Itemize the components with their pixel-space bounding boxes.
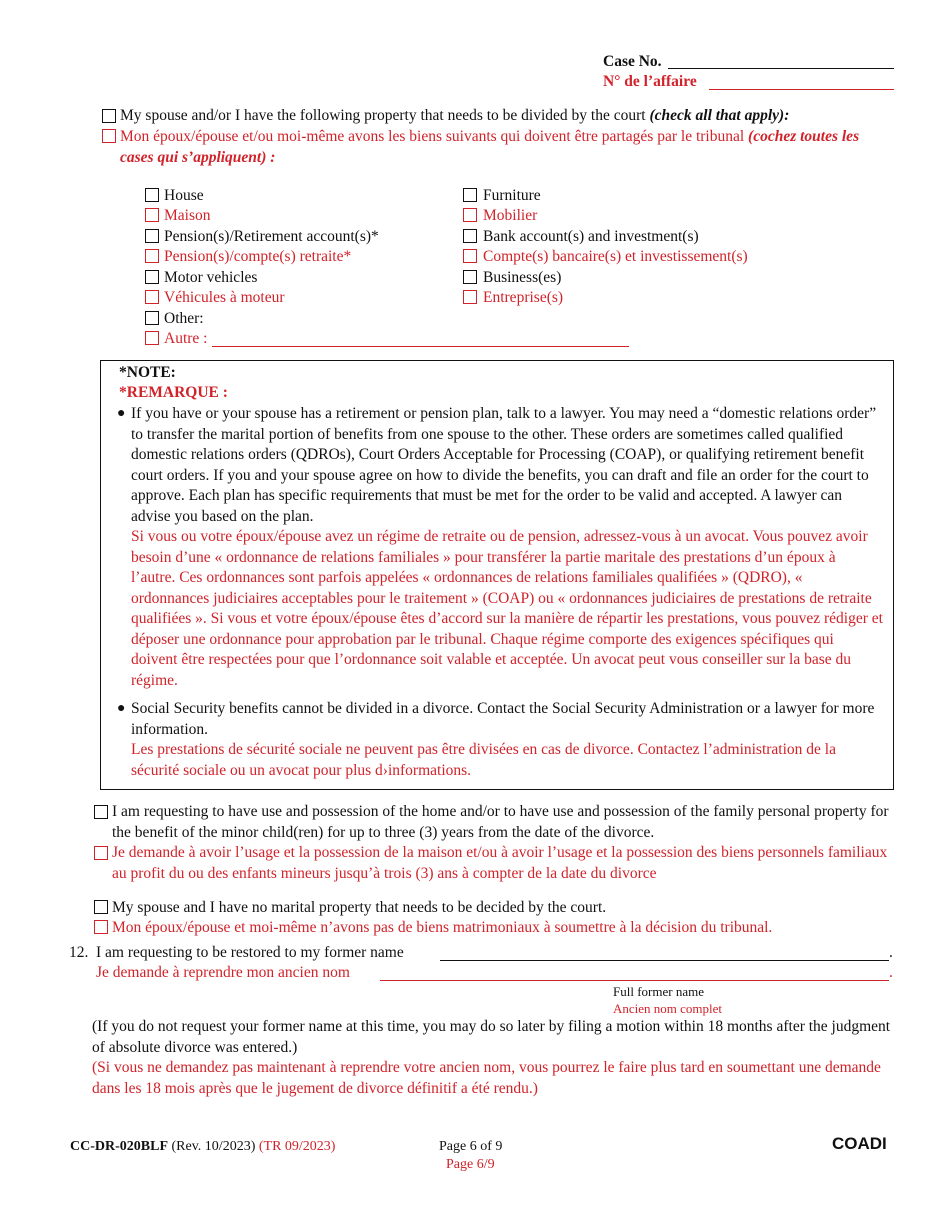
item12-number: 12.	[69, 944, 89, 961]
case-no-field[interactable]	[668, 51, 894, 69]
item12-period: .	[889, 944, 893, 961]
furniture-label: Furniture	[483, 187, 541, 204]
no-property-en: My spouse and I have no marital property that needs to be decided by the court.	[112, 899, 607, 916]
bullet-icon: ●	[117, 701, 126, 716]
property-checkbox-fr[interactable]	[102, 129, 116, 143]
footer-page-fr: Page 6/9	[446, 1157, 495, 1172]
footer-page: Page 6 of 9	[439, 1139, 503, 1154]
motor-vehicles-checkbox-fr[interactable]	[145, 290, 159, 304]
note-bullet2-en: Social Security benefits cannot be divided in a divorce. Contact the Social Security Administration or a lawyer for more information.	[131, 700, 875, 738]
motor-vehicles-checkbox[interactable]	[145, 270, 159, 284]
pension-label: Pension(s)/Retirement account(s)*	[164, 228, 379, 245]
case-no-label: Case No.	[603, 53, 662, 70]
note-title: *NOTE:	[119, 364, 176, 381]
house-label: House	[164, 187, 204, 204]
other-label-fr: Autre :	[164, 330, 208, 347]
footer-form-id: CC-DR-020BLF (Rev. 10/2023) (TR 09/2023)	[70, 1139, 336, 1154]
former-name-caption-fr: Ancien nom complet	[613, 1001, 723, 1016]
former-name-field[interactable]	[440, 944, 889, 961]
bank-account-checkbox-fr[interactable]	[463, 249, 477, 263]
item12-period-fr: .	[889, 964, 893, 981]
use-possession-checkbox-fr[interactable]	[94, 846, 108, 860]
item12-note-en: (If you do not request your former name at this time, you may do so later by filing a motion within 18 months after the judgment of absolute divorce was entered.)	[92, 1018, 891, 1056]
note-bullet1-fr: Si vous ou votre époux/épouse avez un régime de retraite ou de pension, adressez-vous à un avocat. Vous pouvez avoir besoin d’une « ordonnance de relations familiales » pour transférer la partie maritale des prestations d’un époux à l’autre. Ces ordonnances sont parfois appelées « ordonnances de relations familiales qualifiées » (QDRO), « ordonnances judiciaires acceptables pour le traitement » (COAP) ou « ordonnances judiciaires de prestations de retraite qualifiées ». Si vous et votre époux/épouse êtes d’accord sur la manière de répartir les prestations, vous pouvez rédiger et déposer une ordonnance pour approbation par le tribunal. Chaque régime comporte des exigences spécifiques qui doivent être respectées pour que l’ordonnance soit valable et acceptée. Un avocat peut vous conseiller sur la base du régime.	[131, 528, 883, 689]
motor-vehicles-label-fr: Véhicules à moteur	[164, 289, 285, 306]
bullet-icon: ●	[117, 406, 126, 421]
no-property-checkbox[interactable]	[94, 900, 108, 914]
item12-en: I am requesting to be restored to my former name	[96, 944, 404, 961]
note-bullet1-en: If you have or your spouse has a retirement or pension plan, talk to a lawyer. You may need a “domestic relations order” to transfer the marital portion of benefits from one spouse to the other. These orders are sometimes called qualified domestic relations orders (QDROs), Court Orders Acceptable for Processing (COAP), or qualifying retirement benefit court orders. If you and your spouse agree on how to divide the benefits, you can draft and file an order for the court to approve. Each plan has specific requirements that must be met for the order to be valid and accepted. A lawyer can advise you based on the plan.	[131, 405, 877, 525]
case-no-field-fr[interactable]	[709, 72, 894, 90]
bank-account-checkbox[interactable]	[463, 229, 477, 243]
other-checkbox-fr[interactable]	[145, 331, 159, 345]
item12-fr: Je demande à reprendre mon ancien nom	[96, 964, 350, 981]
mobilier-label: Mobilier	[483, 207, 538, 224]
no-property-fr: Mon époux/épouse et moi-même n’avons pas de biens matrimoniaux à soumettre à la décision du tribunal.	[112, 919, 773, 936]
use-possession-checkbox[interactable]	[94, 805, 108, 819]
pension-checkbox[interactable]	[145, 229, 159, 243]
other-checkbox[interactable]	[145, 311, 159, 325]
bank-account-label: Bank account(s) and investment(s)	[483, 228, 699, 245]
property-intro-en: My spouse and/or I have the following property that needs to be divided by the court (check all that apply):	[120, 107, 790, 124]
use-possession-en: I am requesting to have use and possession of the home and/or to have use and possession of the family personal property for the benefit of the minor child(ren) for up to three (3) years from the date of the divorce.	[112, 803, 889, 841]
no-property-checkbox-fr[interactable]	[94, 920, 108, 934]
house-checkbox[interactable]	[145, 188, 159, 202]
pension-label-fr: Pension(s)/compte(s) retraite*	[164, 248, 352, 265]
business-label: Business(es)	[483, 269, 562, 286]
business-checkbox-fr[interactable]	[463, 290, 477, 304]
other-field[interactable]	[212, 330, 629, 347]
mobilier-checkbox[interactable]	[463, 208, 477, 222]
pension-checkbox-fr[interactable]	[145, 249, 159, 263]
property-checkbox[interactable]	[102, 109, 116, 123]
furniture-checkbox[interactable]	[463, 188, 477, 202]
note-title-fr: *REMARQUE :	[119, 384, 228, 401]
former-name-field-fr[interactable]	[380, 964, 889, 981]
item12-note-fr: (Si vous ne demandez pas maintenant à reprendre votre ancien nom, vous pourrez le faire plus tard en soumettant une demande dans les 18 mois après que le jugement de divorce définitif a été rendu.)	[92, 1059, 881, 1097]
other-label: Other:	[164, 310, 204, 327]
note-bullet2-fr: Les prestations de sécurité sociale ne peuvent pas être divisées en cas de divorce. Contactez l’administration de la sécurité sociale ou un avocat pour plus d›informations.	[131, 741, 836, 779]
maison-checkbox[interactable]	[145, 208, 159, 222]
bank-account-label-fr: Compte(s) bancaire(s) et investissement(s)	[483, 248, 748, 265]
use-possession-fr: Je demande à avoir l’usage et la possession de la maison et/ou à avoir l’usage et la possession des biens personnels familiaux au profit du ou des enfants mineurs jusqu’à trois (3) ans à compter de la date du divorce	[112, 844, 888, 882]
former-name-caption: Full former name	[613, 984, 704, 999]
footer-coadi: COADI	[832, 1134, 887, 1153]
case-no-label-fr: N° de l’affaire	[603, 73, 697, 90]
property-intro-fr: Mon époux/épouse et/ou moi-même avons les biens suivants qui doivent être partagés par le tribunal (cochez toutes les cases qui s’appliquent) :	[120, 128, 860, 166]
business-label-fr: Entreprise(s)	[483, 289, 564, 306]
maison-label: Maison	[164, 207, 211, 224]
business-checkbox[interactable]	[463, 270, 477, 284]
motor-vehicles-label: Motor vehicles	[164, 269, 258, 286]
